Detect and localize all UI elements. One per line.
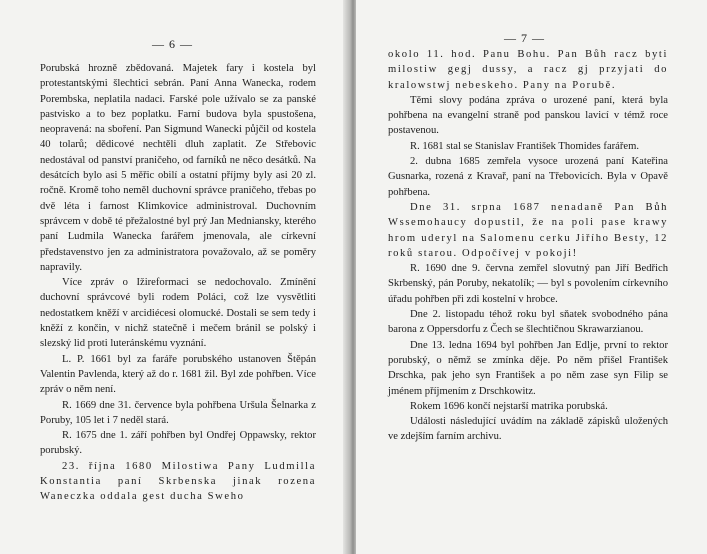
paragraph: Více zpráv o Ižireformaci se nedochovalo. Zmínění duchovní správcové byli rodem Poláci, což lze vysvětliti nedostatkem kněží v arcidiécesi olomucké. Dostali se sem tedy i kněží z končin, v nichž statečně i mečem bránil se polský i slezský lid proti luteránskému vyznání. — [40, 277, 316, 350]
paragraph: R. 1669 dne 31. července byla pohřbena Uršula Šelnarka z Poruby, 105 let i 7 neděl stará. — [40, 399, 316, 426]
left-page — [0, 0, 350, 554]
paragraph: R. 1690 dne 9. června zemřel slovutný pan Jiří Bedřich Skrbenský, pán Poruby, nekatolík; — byl s povolením církevního úřadu pohřben při zdi kostelní v hrobce. — [388, 263, 668, 305]
paragraph: Rokem 1696 končí nejstarší matrika porubská. — [410, 400, 608, 412]
page-number-left: — 6 — — [152, 37, 193, 51]
right-page-text — [388, 47, 668, 445]
paragraph: Těmi slovy podána zpráva o urozené paní, která byla pohřbena na evangelní straně pod panskou lavicí v témž roce postavenou. — [388, 94, 668, 137]
paragraph: L. P. 1661 byl za faráře porubského ustanoven Štěpán Valentin Pavlenda, který až do r. 1681 žil. Byl zde pohřben. Více zpráv o něm není. — [40, 353, 316, 396]
right-page — [356, 0, 707, 554]
paragraph: okolo 11. hod. Panu Bohu. Pan Bůh racz byti milostiw gegj dussy, a racz gj przyjati do kralowstwj nebeskeho. Pany na Porubě. — [388, 49, 668, 91]
paragraph: Dne 31. srpna 1687 nenadaně Pan Bůh Wssemohaucy dopustil, že na poli pase krawy hrom uderyl na Salomenu cerku Jiřího Besty, 12 roků starou. Odpočívej v pokoji! — [388, 201, 668, 259]
paragraph: Dne 2. listopadu téhož roku byl sňatek svobodného pána barona z Oppersdorfu z Čech se šlechtičnou Skrawarzianou. — [388, 309, 668, 336]
paragraph: Dne 13. ledna 1694 byl pohřben Jan Edlje, první to rektor porubský, o němž se zmínka děje. Po něm přišel František Drschka, pak jeho syn František a po něm zase syn Filip se jménem příjmením z Drschkowitz. — [388, 339, 668, 397]
paragraph: Události následující uvádím na základě zápisků uložených ve zdejším farním archivu. — [388, 416, 668, 443]
left-page-text — [40, 61, 316, 505]
paragraph: R. 1681 stal se Stanislav František Thomides farářem. — [410, 140, 640, 152]
paragraph: Porubská hrozně zbědovaná. Majetek fary i kostela byl protestantskými šlechtici sebrán. Paní Anna Wanecka, rodem Porembska, neplatila nadaci. Farské pole užívalo se za panské pastvisko a to bez poplatku. Farní budova byla spustošena, neopravená: na sboření. Pan Sigmund Wanecki půjčil od kostela 40 tolarů; dědicové nechtěli dluh zaplatit. Ze Střebovic nedostával od panství praničeho, od farníků ne něco desátků. Na desátcích bylo asi 5 měřic obilí a ostatní příjmy byly asi 20 zl. ročně. Kromě toho neměl duchovní správce praničeho, třebas po dvě léta i farnost Klimkovice administroval. Duchovním správcem v době té přežalostné byl prý Jan Medniansky, kterého paní Ludmila Wanecka farářem jmenovala, ale církevní představenstvo jen za administratora považovalo, až se poměry napravily. — [40, 63, 316, 273]
paragraph: 23. října 1680 Milostiwa Pany Ludmilla Konstantia paní Skrbenska jinak rozena Waneczka oddala gest ducha Sweho — [40, 460, 316, 503]
page-number-right: — 7 — — [504, 31, 545, 45]
paragraph: R. 1675 dne 1. září pohřben byl Ondřej Oppawsky, rektor porubský. — [40, 430, 316, 457]
paragraph: 2. dubna 1685 zemřela vysoce urozená paní Kateřina Gusnarka, rozená z Kravař, paní na Třebovicích. Byla v Opavě pohřbena. — [388, 156, 668, 198]
